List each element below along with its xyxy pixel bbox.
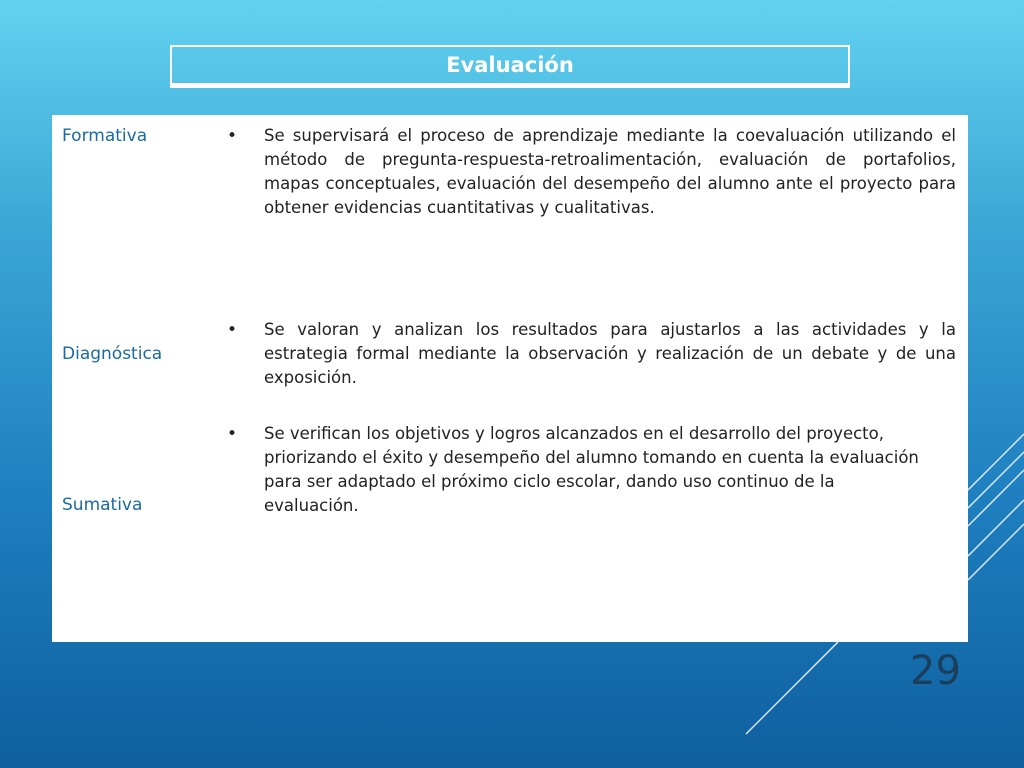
label-diagnostica: Diagnóstica	[62, 344, 163, 364]
bullet-diagnostica: •	[227, 320, 238, 340]
text-formativa: Se supervisará el proceso de aprendizaje mediante la coevaluación utilizando el método de pregunta-respuesta-retroalimentación, evaluación de portafolios, mapas conceptuales, evaluación del desempeño del alumno ante el proyecto para obtener evidencias cuantitativas y cualitativas.	[264, 126, 956, 217]
label-sumativa: Sumativa	[62, 495, 143, 515]
page-number: 29	[910, 648, 961, 694]
text-diagnostica: Se valoran y analizan los resultados para ajustarlos a las actividades y la estrategia formal mediante la observación y realización de un debate y de una exposición.	[264, 320, 956, 387]
content-panel	[52, 115, 968, 642]
bullet-formativa: •	[227, 126, 238, 146]
label-formativa: Formativa	[62, 126, 148, 146]
text-sumativa: Se verifican los objetivos y logros alcanzados en el desarrollo del proyecto, priorizando el éxito y desempeño del alumno tomando en cuenta la evaluación para ser adaptado el próximo ciclo escolar, dando uso continuo de la evaluación.	[264, 424, 919, 515]
slide-title: Evaluación	[446, 53, 574, 77]
bullet-sumativa: •	[227, 424, 238, 444]
title-box	[170, 45, 850, 85]
